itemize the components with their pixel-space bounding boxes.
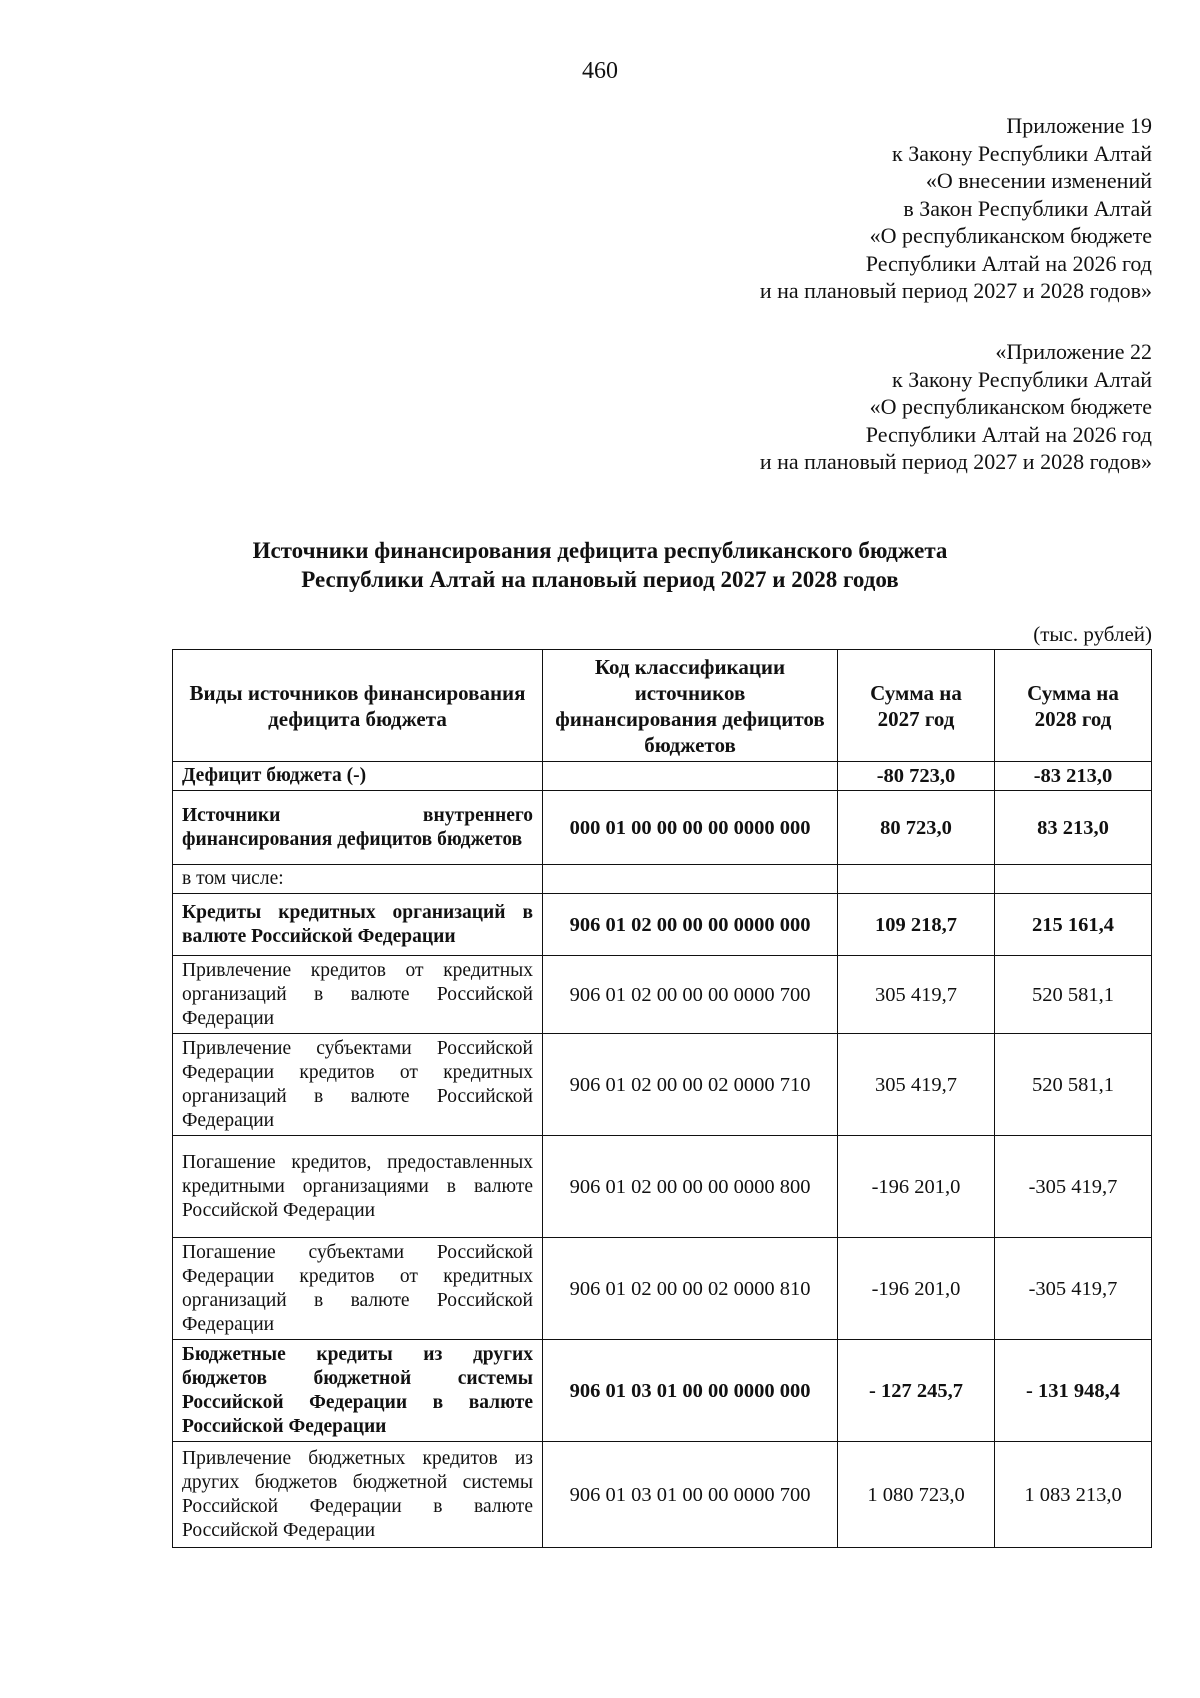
source-name-cell: Привлечение бюджетных кредитов из других бюджетов бюджетной системы Российской Федерации в валюте Российской Федерации [173, 1442, 543, 1548]
sum-2028-cell: 83 213,0 [995, 791, 1152, 865]
document-title [0, 536, 1200, 594]
annex-19-reference [760, 112, 1152, 305]
sum-2027-cell: 109 218,7 [838, 894, 995, 956]
classification-code-cell: 906 01 02 00 00 02 0000 810 [543, 1238, 838, 1340]
sum-2027-cell: -196 201,0 [838, 1136, 995, 1238]
source-name-cell: в том числе: [173, 865, 543, 894]
sum-2028-cell: -305 419,7 [995, 1238, 1152, 1340]
page-number: 460 [582, 58, 618, 84]
title-line: Источники финансирования дефицита республиканского бюджета [252, 538, 948, 563]
source-name-cell: Погашение субъектами Российской Федерации кредитов от кредитных организаций в валюте Российской Федерации [173, 1238, 543, 1340]
classification-code-cell [543, 865, 838, 894]
annex-line: Приложение 19 [1006, 113, 1152, 138]
financing-sources-table [172, 649, 1152, 1548]
table-row [173, 894, 1152, 956]
annex-line: «О внесении изменений [925, 168, 1152, 193]
table-row [173, 1340, 1152, 1442]
sum-2027-cell [838, 865, 995, 894]
source-name-cell: Кредиты кредитных организаций в валюте Российской Федерации [173, 894, 543, 956]
table-row [173, 791, 1152, 865]
annex-line: Республики Алтай на 2026 год [865, 421, 1152, 447]
table-row [173, 1238, 1152, 1340]
source-name-cell: Погашение кредитов, предоставленных кредитными организациями в валюте Российской Федерации [173, 1136, 543, 1238]
table-row [173, 1136, 1152, 1238]
sum-2027-cell: 80 723,0 [838, 791, 995, 865]
annex-line: и на плановый период 2027 и 2028 годов» [759, 449, 1152, 474]
sum-2027-cell: 305 419,7 [838, 956, 995, 1034]
table-row [173, 1034, 1152, 1136]
header-source-type: Виды источников финансирования дефицита бюджета [173, 650, 543, 762]
sum-2028-cell [995, 865, 1152, 894]
sum-2028-cell: -83 213,0 [995, 762, 1152, 791]
source-name-cell: Дефицит бюджета (-) [173, 762, 543, 791]
classification-code-cell: 906 01 03 01 00 00 0000 000 [543, 1340, 838, 1442]
annex-line: в Закон Республики Алтай [903, 195, 1152, 221]
classification-code-cell: 906 01 03 01 00 00 0000 700 [543, 1442, 838, 1548]
sum-2027-cell: 1 080 723,0 [838, 1442, 995, 1548]
sum-2027-cell: 305 419,7 [838, 1034, 995, 1136]
annex-line: «О республиканском бюджете [869, 223, 1152, 248]
classification-code-cell: 906 01 02 00 00 02 0000 710 [543, 1034, 838, 1136]
table-row [173, 1442, 1152, 1548]
title-line: Республики Алтай на плановый период 2027 и 2028 годов [301, 567, 899, 592]
table-row [173, 865, 1152, 894]
sum-2027-cell: - 127 245,7 [838, 1340, 995, 1442]
annex-22-reference [760, 338, 1152, 476]
annex-line: «О республиканском бюджете [869, 394, 1152, 419]
source-name-cell: Привлечение кредитов от кредитных организаций в валюте Российской Федерации [173, 956, 543, 1034]
source-name-cell: Бюджетные кредиты из других бюджетов бюджетной системы Российской Федерации в валюте Российской Федерации [173, 1340, 543, 1442]
classification-code-cell: 906 01 02 00 00 00 0000 700 [543, 956, 838, 1034]
sum-2028-cell: 215 161,4 [995, 894, 1152, 956]
sum-2028-cell: -305 419,7 [995, 1136, 1152, 1238]
classification-code-cell: 906 01 02 00 00 00 0000 800 [543, 1136, 838, 1238]
unit-label: (тыс. рублей) [1033, 622, 1152, 646]
source-name-cell: Привлечение субъектами Российской Федерации кредитов от кредитных организаций в валюте Российской Федерации [173, 1034, 543, 1136]
header-sum-2028: Сумма на 2028 год [995, 650, 1152, 762]
classification-code-cell [543, 762, 838, 791]
table-row [173, 956, 1152, 1034]
table-row [173, 762, 1152, 791]
sum-2027-cell: -196 201,0 [838, 1238, 995, 1340]
table-header-row [173, 650, 1152, 762]
annex-line: Республики Алтай на 2026 год [865, 250, 1152, 276]
classification-code-cell: 000 01 00 00 00 00 0000 000 [543, 791, 838, 865]
annex-line: к Закону Республики Алтай [892, 140, 1152, 166]
sum-2028-cell: - 131 948,4 [995, 1340, 1152, 1442]
sum-2028-cell: 520 581,1 [995, 1034, 1152, 1136]
annex-line: к Закону Республики Алтай [892, 366, 1152, 392]
annex-line: «Приложение 22 [995, 339, 1152, 364]
header-classification-code: Код классификации источников финансирования дефицитов бюджетов [543, 650, 838, 762]
annex-line: и на плановый период 2027 и 2028 годов» [759, 278, 1152, 303]
sum-2027-cell: -80 723,0 [838, 762, 995, 791]
sum-2028-cell: 1 083 213,0 [995, 1442, 1152, 1548]
sum-2028-cell: 520 581,1 [995, 956, 1152, 1034]
header-sum-2027: Сумма на 2027 год [838, 650, 995, 762]
classification-code-cell: 906 01 02 00 00 00 0000 000 [543, 894, 838, 956]
source-name-cell: Источники внутреннего финансирования дефицитов бюджетов [173, 791, 543, 865]
